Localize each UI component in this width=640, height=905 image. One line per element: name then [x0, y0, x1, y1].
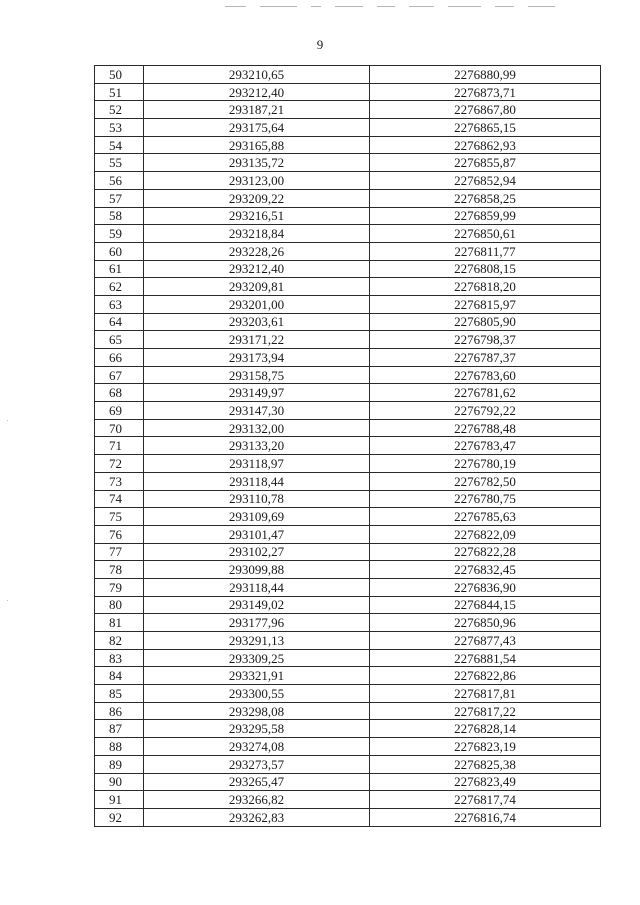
point-number-cell: 84 — [95, 667, 144, 685]
x-coordinate-cell: 293262,83 — [144, 808, 370, 826]
y-coordinate-cell: 2276818,20 — [370, 278, 601, 296]
y-coordinate-cell: 2276859,99 — [370, 207, 601, 225]
table-row — [95, 578, 601, 596]
x-coordinate-cell: 293171,22 — [144, 331, 370, 349]
y-coordinate-cell: 2276836,90 — [370, 578, 601, 596]
x-coordinate-cell: 293147,30 — [144, 402, 370, 420]
x-coordinate-cell: 293149,02 — [144, 596, 370, 614]
table-row — [95, 384, 601, 402]
x-coordinate-cell: 293300,55 — [144, 685, 370, 703]
y-coordinate-cell: 2276787,37 — [370, 349, 601, 367]
table-row — [95, 437, 601, 455]
x-coordinate-cell: 293216,51 — [144, 207, 370, 225]
table-row — [95, 349, 601, 367]
y-coordinate-cell: 2276785,63 — [370, 508, 601, 526]
y-coordinate-cell: 2276817,74 — [370, 791, 601, 809]
y-coordinate-cell: 2276781,62 — [370, 384, 601, 402]
y-coordinate-cell: 2276811,77 — [370, 242, 601, 260]
x-coordinate-cell: 293110,78 — [144, 490, 370, 508]
y-coordinate-cell: 2276822,28 — [370, 543, 601, 561]
x-coordinate-cell: 293209,81 — [144, 278, 370, 296]
point-number-cell: 60 — [95, 242, 144, 260]
x-coordinate-cell: 293123,00 — [144, 172, 370, 190]
x-coordinate-cell: 293175,64 — [144, 119, 370, 137]
y-coordinate-cell: 2276865,15 — [370, 119, 601, 137]
x-coordinate-cell: 293212,40 — [144, 260, 370, 278]
x-coordinate-cell: 293135,72 — [144, 154, 370, 172]
coordinates-table — [94, 65, 601, 827]
point-number-cell: 68 — [95, 384, 144, 402]
point-number-cell: 52 — [95, 101, 144, 119]
x-coordinate-cell: 293109,69 — [144, 508, 370, 526]
x-coordinate-cell: 293118,44 — [144, 472, 370, 490]
page-number: 9 — [316, 37, 324, 52]
x-coordinate-cell: 293118,97 — [144, 455, 370, 473]
y-coordinate-cell: 2276850,96 — [370, 614, 601, 632]
table-row — [95, 738, 601, 756]
table-row — [95, 260, 601, 278]
y-coordinate-cell: 2276783,60 — [370, 366, 601, 384]
table-row — [95, 561, 601, 579]
point-number-cell: 59 — [95, 225, 144, 243]
y-coordinate-cell: 2276808,15 — [370, 260, 601, 278]
table-row — [95, 136, 601, 154]
point-number-cell: 58 — [95, 207, 144, 225]
scan-artifact-marks — [225, 5, 555, 8]
point-number-cell: 67 — [95, 366, 144, 384]
table-row — [95, 154, 601, 172]
table-row — [95, 490, 601, 508]
table-row — [95, 66, 601, 84]
table-row — [95, 632, 601, 650]
y-coordinate-cell: 2276852,94 — [370, 172, 601, 190]
table-row — [95, 685, 601, 703]
x-coordinate-cell: 293274,08 — [144, 738, 370, 756]
x-coordinate-cell: 293149,97 — [144, 384, 370, 402]
point-number-cell: 51 — [95, 83, 144, 101]
table-row — [95, 755, 601, 773]
y-coordinate-cell: 2276858,25 — [370, 189, 601, 207]
x-coordinate-cell: 293133,20 — [144, 437, 370, 455]
point-number-cell: 80 — [95, 596, 144, 614]
table-row — [95, 101, 601, 119]
table-row — [95, 278, 601, 296]
y-coordinate-cell: 2276823,49 — [370, 773, 601, 791]
x-coordinate-cell: 293158,75 — [144, 366, 370, 384]
table-row — [95, 472, 601, 490]
x-coordinate-cell: 293291,13 — [144, 632, 370, 650]
y-coordinate-cell: 2276817,22 — [370, 702, 601, 720]
y-coordinate-cell: 2276817,81 — [370, 685, 601, 703]
point-number-cell: 90 — [95, 773, 144, 791]
x-coordinate-cell: 293210,65 — [144, 66, 370, 84]
point-number-cell: 50 — [95, 66, 144, 84]
table-row — [95, 702, 601, 720]
point-number-cell: 71 — [95, 437, 144, 455]
point-number-cell: 79 — [95, 578, 144, 596]
x-coordinate-cell: 293218,84 — [144, 225, 370, 243]
point-number-cell: 62 — [95, 278, 144, 296]
point-number-cell: 81 — [95, 614, 144, 632]
x-coordinate-cell: 293132,00 — [144, 419, 370, 437]
x-coordinate-cell: 293203,61 — [144, 313, 370, 331]
scan-speck — [7, 600, 8, 601]
x-coordinate-cell: 293266,82 — [144, 791, 370, 809]
x-coordinate-cell: 293212,40 — [144, 83, 370, 101]
x-coordinate-cell: 293187,21 — [144, 101, 370, 119]
x-coordinate-cell: 293295,58 — [144, 720, 370, 738]
table-row — [95, 295, 601, 313]
point-number-cell: 91 — [95, 791, 144, 809]
table-row — [95, 331, 601, 349]
table-row — [95, 402, 601, 420]
y-coordinate-cell: 2276825,38 — [370, 755, 601, 773]
x-coordinate-cell: 293099,88 — [144, 561, 370, 579]
point-number-cell: 56 — [95, 172, 144, 190]
y-coordinate-cell: 2276850,61 — [370, 225, 601, 243]
x-coordinate-cell: 293309,25 — [144, 649, 370, 667]
table-row — [95, 119, 601, 137]
table-row — [95, 543, 601, 561]
point-number-cell: 83 — [95, 649, 144, 667]
point-number-cell: 57 — [95, 189, 144, 207]
point-number-cell: 86 — [95, 702, 144, 720]
y-coordinate-cell: 2276862,93 — [370, 136, 601, 154]
scan-speck — [7, 420, 8, 421]
table-row — [95, 242, 601, 260]
y-coordinate-cell: 2276855,87 — [370, 154, 601, 172]
point-number-cell: 74 — [95, 490, 144, 508]
table-row — [95, 720, 601, 738]
y-coordinate-cell: 2276783,47 — [370, 437, 601, 455]
point-number-cell: 72 — [95, 455, 144, 473]
x-coordinate-cell: 293273,57 — [144, 755, 370, 773]
table-row — [95, 508, 601, 526]
point-number-cell: 55 — [95, 154, 144, 172]
x-coordinate-cell: 293102,27 — [144, 543, 370, 561]
y-coordinate-cell: 2276880,99 — [370, 66, 601, 84]
point-number-cell: 89 — [95, 755, 144, 773]
point-number-cell: 53 — [95, 119, 144, 137]
point-number-cell: 87 — [95, 720, 144, 738]
x-coordinate-cell: 293209,22 — [144, 189, 370, 207]
table-row — [95, 596, 601, 614]
table-row — [95, 207, 601, 225]
table-row — [95, 83, 601, 101]
y-coordinate-cell: 2276828,14 — [370, 720, 601, 738]
table-row — [95, 189, 601, 207]
y-coordinate-cell: 2276805,90 — [370, 313, 601, 331]
x-coordinate-cell: 293101,47 — [144, 525, 370, 543]
y-coordinate-cell: 2276788,48 — [370, 419, 601, 437]
y-coordinate-cell: 2276780,19 — [370, 455, 601, 473]
point-number-cell: 64 — [95, 313, 144, 331]
point-number-cell: 70 — [95, 419, 144, 437]
table-row — [95, 313, 601, 331]
table-row — [95, 667, 601, 685]
point-number-cell: 76 — [95, 525, 144, 543]
point-number-cell: 66 — [95, 349, 144, 367]
y-coordinate-cell: 2276792,22 — [370, 402, 601, 420]
y-coordinate-cell: 2276873,71 — [370, 83, 601, 101]
coordinates-table-body — [95, 66, 601, 827]
x-coordinate-cell: 293201,00 — [144, 295, 370, 313]
point-number-cell: 82 — [95, 632, 144, 650]
table-row — [95, 225, 601, 243]
x-coordinate-cell: 293298,08 — [144, 702, 370, 720]
point-number-cell: 65 — [95, 331, 144, 349]
y-coordinate-cell: 2276782,50 — [370, 472, 601, 490]
y-coordinate-cell: 2276780,75 — [370, 490, 601, 508]
y-coordinate-cell: 2276877,43 — [370, 632, 601, 650]
table-row — [95, 791, 601, 809]
point-number-cell: 85 — [95, 685, 144, 703]
point-number-cell: 88 — [95, 738, 144, 756]
x-coordinate-cell: 293165,88 — [144, 136, 370, 154]
point-number-cell: 73 — [95, 472, 144, 490]
point-number-cell: 75 — [95, 508, 144, 526]
table-row — [95, 455, 601, 473]
table-row — [95, 614, 601, 632]
point-number-cell: 78 — [95, 561, 144, 579]
point-number-cell: 63 — [95, 295, 144, 313]
x-coordinate-cell: 293173,94 — [144, 349, 370, 367]
x-coordinate-cell: 293177,96 — [144, 614, 370, 632]
y-coordinate-cell: 2276816,74 — [370, 808, 601, 826]
y-coordinate-cell: 2276822,86 — [370, 667, 601, 685]
table-row — [95, 419, 601, 437]
table-row — [95, 172, 601, 190]
y-coordinate-cell: 2276867,80 — [370, 101, 601, 119]
table-row — [95, 525, 601, 543]
point-number-cell: 77 — [95, 543, 144, 561]
y-coordinate-cell: 2276844,15 — [370, 596, 601, 614]
point-number-cell: 69 — [95, 402, 144, 420]
y-coordinate-cell: 2276881,54 — [370, 649, 601, 667]
table-row — [95, 773, 601, 791]
y-coordinate-cell: 2276815,97 — [370, 295, 601, 313]
table-row — [95, 366, 601, 384]
table-row — [95, 649, 601, 667]
y-coordinate-cell: 2276823,19 — [370, 738, 601, 756]
y-coordinate-cell: 2276822,09 — [370, 525, 601, 543]
x-coordinate-cell: 293118,44 — [144, 578, 370, 596]
table-row — [95, 808, 601, 826]
x-coordinate-cell: 293265,47 — [144, 773, 370, 791]
y-coordinate-cell: 2276798,37 — [370, 331, 601, 349]
point-number-cell: 92 — [95, 808, 144, 826]
point-number-cell: 61 — [95, 260, 144, 278]
point-number-cell: 54 — [95, 136, 144, 154]
x-coordinate-cell: 293321,91 — [144, 667, 370, 685]
x-coordinate-cell: 293228,26 — [144, 242, 370, 260]
y-coordinate-cell: 2276832,45 — [370, 561, 601, 579]
